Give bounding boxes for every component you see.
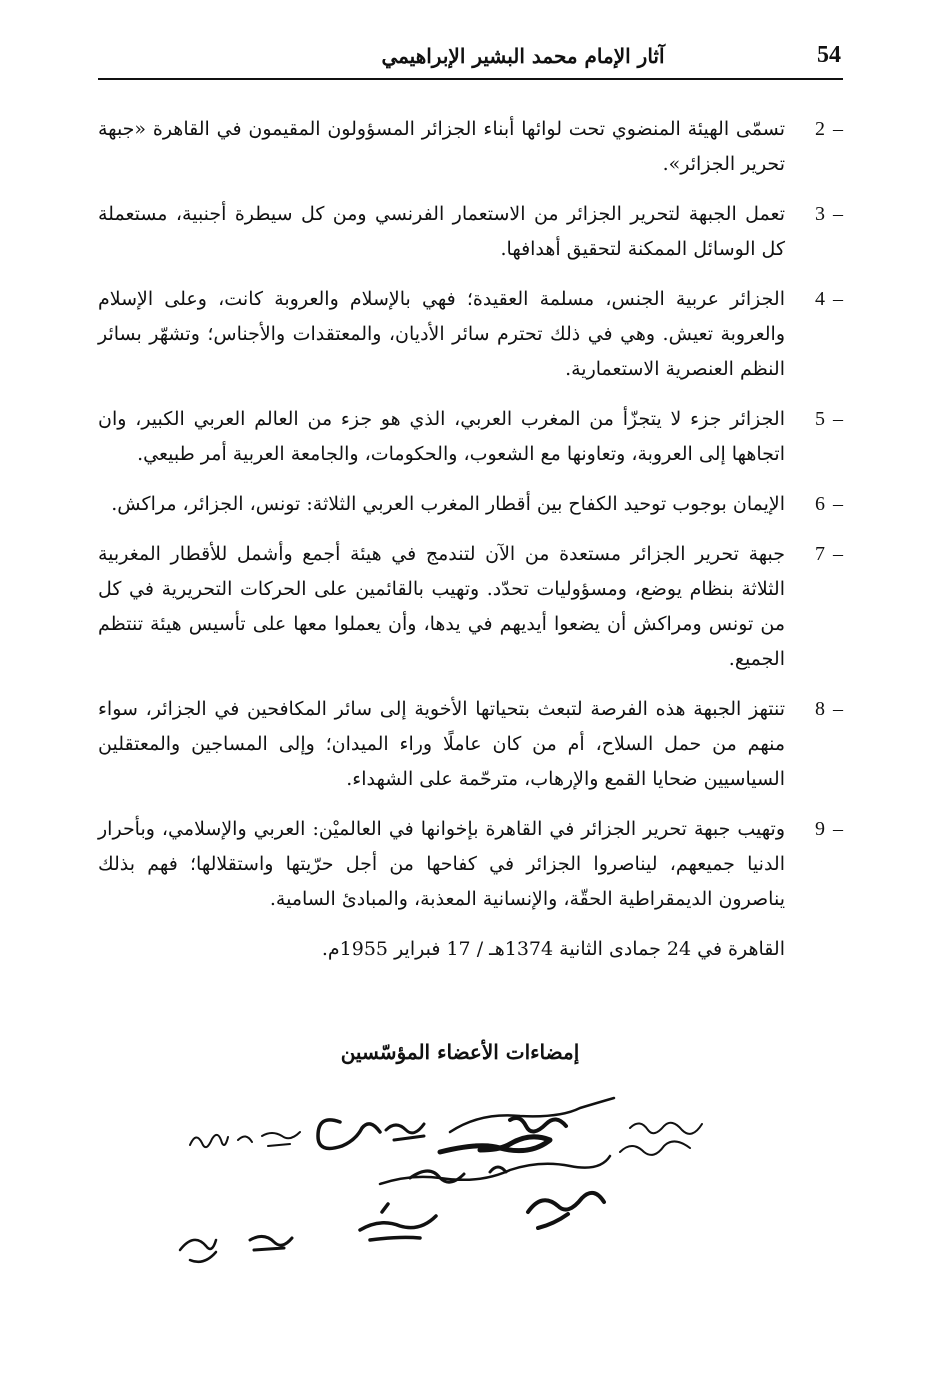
signature-stroke: [380, 1156, 610, 1184]
list-item: [98, 282, 843, 387]
item-number: 3 –: [815, 203, 843, 225]
item-text: الجزائر عربية الجنس، مسلمة العقيدة؛ فهي بالإسلام والعروبة كانت، وعلى الإسلام والعروبة تعيش. وهي في ذلك تحترم سائر الأديان، والمعتقدات والأجناس؛ وتشهّر بسائر النظم العنصرية الاستعمارية.: [98, 288, 785, 380]
signature-stroke: [318, 1120, 380, 1149]
date-line: القاهرة في 24 جمادى الثانية 1374هـ / 17 فبراير 1955م.: [321, 938, 785, 960]
running-title: آثار الإمام محمد البشير الإبراهيمي: [381, 44, 665, 68]
list-item: [98, 402, 843, 472]
signature-stroke: [630, 1123, 702, 1134]
item-text: وتهيب جبهة تحرير الجزائر في القاهرة بإخوانها في العالميْن: العربي والإسلامي، وبأحرار الدنيا جميعهم، ليناصروا الجزائر في كفاحها من أجل حرّيتها واستقلالها؛ فهم بذلك يناصرون الديمقراطية الحقّة، والإنسانية المعذبة، والمبادئ السامية.: [98, 818, 785, 910]
page-header: [98, 40, 843, 80]
signature-stroke: [510, 1118, 566, 1132]
signature-stroke: [180, 1240, 216, 1262]
signature-stroke: [250, 1236, 292, 1250]
signature-stroke: [386, 1124, 424, 1140]
signature-stroke: [360, 1204, 436, 1240]
item-text: الجزائر جزء لا يتجزّأ من المغرب العربي، الذي هو جزء من العالم العربي الكبير، وان اتجاهها إلى العروبة، وتعاونها مع الشعوب، والحكومات، والجامعة العربية أمر طبيعي.: [98, 408, 785, 465]
page-body: [98, 112, 843, 967]
signature-stroke: [410, 1167, 506, 1182]
item-text: تعمل الجبهة لتحرير الجزائر من الاستعمار الفرنسي ومن كل سيطرة أجنبية، مستعملة كل الوسائل الممكنة لتحقيق أهدافها.: [98, 203, 785, 260]
list-item: [98, 197, 843, 267]
signature-stroke: [528, 1193, 604, 1228]
signature-stroke: [190, 1135, 252, 1147]
list-item: [98, 537, 843, 677]
item-number: 4 –: [815, 288, 843, 310]
page-number: 54: [817, 42, 841, 68]
signatures-title: إمضاءات الأعضاء المؤسّسين: [340, 1040, 580, 1064]
item-text: جبهة تحرير الجزائر مستعدة من الآن لتندمج في هيئة أجمع وأشمل للأقطار المغربية الثلاثة بنظام يوضع، ومسؤوليات تحدّد. وتهيب بالقائمين على الحركات التحريرية في كل من تونس ومراكش أن يضعوا أيديهم في يدها، وأن يعملوا معها على تأسيس هيئة تنتظم الجميع.: [98, 543, 785, 670]
list-item: [98, 692, 843, 797]
signature-stroke: [450, 1098, 614, 1132]
signature-stroke: [262, 1132, 300, 1146]
item-number: 9 –: [815, 818, 843, 840]
list-item: [98, 812, 843, 917]
signature-stroke: [440, 1137, 550, 1152]
item-number: 6 –: [815, 493, 843, 515]
signature-stroke: [620, 1141, 690, 1154]
item-number: 2 –: [815, 118, 843, 140]
list-item: [98, 112, 843, 182]
item-number: 5 –: [815, 408, 843, 430]
item-text: تنتهز الجبهة هذه الفرصة لتبعث بتحياتها الأخوية إلى سائر المكافحين في الجزائر، سواء منهم من حمل السلاح، أم من كان عاملًا وراء الميدان؛ وإلى المساجين والمعتقلين السياسيين ضحايا القمع والإرهاب، مترحّمة على الشهداء.: [98, 698, 785, 790]
item-number: 8 –: [815, 698, 843, 720]
item-text: تسمّى الهيئة المنضوي تحت لوائها أبناء الجزائر المسؤولون المقيمون في القاهرة «جبهة تحرير الجزائر».: [98, 118, 785, 175]
signatures-area: [150, 1080, 750, 1280]
handwritten-signatures-image: [150, 1080, 750, 1280]
list-item: [98, 487, 843, 522]
item-text: الإيمان بوجوب توحيد الكفاح بين أقطار المغرب العربي الثلاثة: تونس، الجزائر، مراكش.: [111, 493, 785, 515]
item-number: 7 –: [815, 543, 843, 565]
